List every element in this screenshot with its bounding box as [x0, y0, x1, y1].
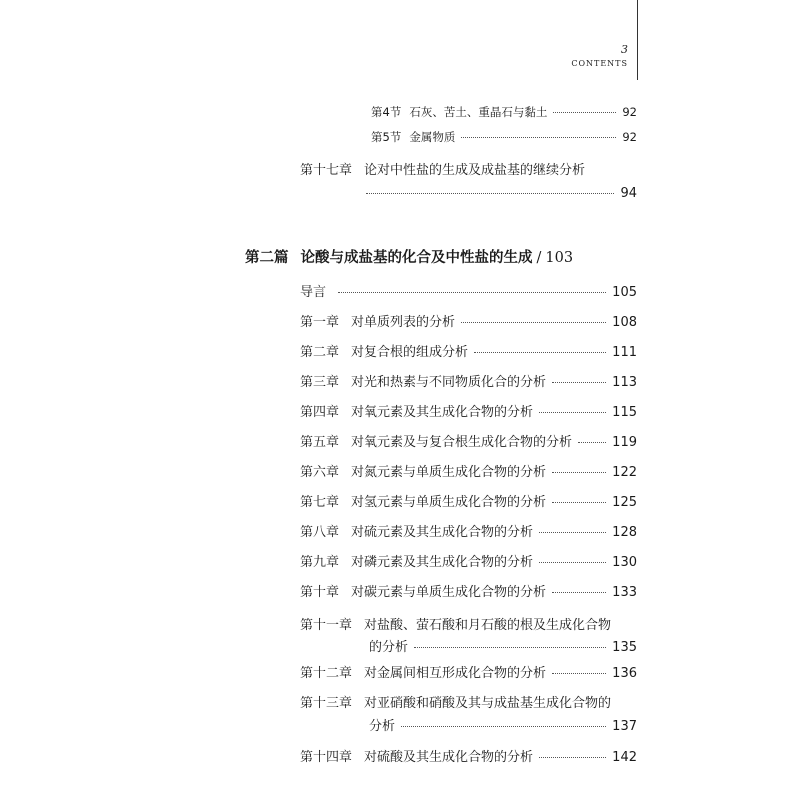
toc-entry-title: 金属物质 — [409, 130, 456, 144]
dot-leader — [552, 673, 606, 674]
toc-entry-chapter-14[interactable] — [300, 750, 637, 766]
toc-entry-title: 对碳元素与单质生成化合物的分析 — [351, 585, 547, 600]
toc-entry-chapter-6[interactable] — [300, 465, 637, 481]
toc-entry-chapter-2[interactable] — [300, 345, 637, 361]
part-heading[interactable] — [245, 246, 573, 267]
toc-entry-label: 第5节 — [371, 130, 402, 144]
toc-entry-label: 第三章 — [300, 375, 340, 390]
toc-entry-page: 130 — [612, 555, 637, 570]
toc-entry-chapter-11-continuation[interactable] — [369, 640, 637, 656]
toc-entry-chapter-1[interactable] — [300, 315, 637, 331]
toc-entry-label: 第十四章 — [300, 750, 353, 765]
dot-leader — [539, 532, 606, 533]
toc-entry-title: 对硫元素及其生成化合物的分析 — [351, 525, 534, 540]
toc-entry-page: 136 — [612, 666, 637, 681]
toc-entry-label: 第九章 — [300, 555, 340, 570]
toc-entry-page: 142 — [612, 750, 637, 765]
toc-entry-section-4[interactable] — [371, 104, 637, 120]
toc-entry-title: 对光和热素与不同物质化合的分析 — [351, 375, 547, 390]
dot-leader — [552, 382, 606, 383]
toc-entry-title: 石灰、苦土、重晶石与黏土 — [409, 105, 548, 119]
toc-entry-chapter-17-continuation[interactable] — [366, 186, 637, 202]
dot-leader — [578, 442, 606, 443]
dot-leader — [539, 412, 606, 413]
toc-entry-chapter-17[interactable] — [300, 163, 585, 179]
dot-leader — [461, 137, 616, 138]
toc-entry-title: 对金属间相互形成化合物的分析 — [364, 666, 547, 681]
toc-entry-title: 对硫酸及其生成化合物的分析 — [364, 750, 534, 765]
dot-leader — [366, 193, 614, 194]
toc-entry-title: 对磷元素及其生成化合物的分析 — [351, 555, 534, 570]
toc-entry-label: 第4节 — [371, 105, 402, 119]
dot-leader — [401, 726, 606, 727]
toc-entry-label: 第六章 — [300, 465, 340, 480]
toc-entry-chapter-5[interactable] — [300, 435, 637, 451]
toc-entry-page: 135 — [612, 640, 637, 655]
toc-entry-page: 113 — [612, 375, 637, 390]
toc-entry-page: 111 — [612, 345, 637, 360]
toc-entry-page: 119 — [612, 435, 637, 450]
toc-entry-label: 第四章 — [300, 405, 340, 420]
toc-entry-label: 第二章 — [300, 345, 340, 360]
toc-entry-label: 第一章 — [300, 315, 340, 330]
toc-entry-page: 115 — [612, 405, 637, 420]
header-vertical-rule — [637, 0, 638, 80]
toc-entry-page: 92 — [622, 130, 637, 144]
toc-entry-title: 对氧元素及与复合根生成化合物的分析 — [351, 435, 573, 450]
toc-entry-page: 92 — [622, 105, 637, 119]
dot-leader — [414, 647, 606, 648]
toc-entry-chapter-10[interactable] — [300, 585, 637, 601]
toc-entry-chapter-4[interactable] — [300, 405, 637, 421]
toc-entry-label: 第十三章 — [300, 696, 353, 711]
toc-entry-chapter-3[interactable] — [300, 375, 637, 391]
toc-entry-chapter-12[interactable] — [300, 666, 637, 682]
toc-entry-label: 第十章 — [300, 585, 340, 600]
toc-entry-introduction[interactable] — [300, 285, 637, 301]
toc-entry-section-5[interactable] — [371, 129, 637, 145]
toc-entry-page: 133 — [612, 585, 637, 600]
toc-entry-label: 第七章 — [300, 495, 340, 510]
toc-entry-title: 对氢元素与单质生成化合物的分析 — [351, 495, 547, 510]
toc-entry-title: 对亚硝酸和硝酸及其与成盐基生成化合物的 — [364, 696, 612, 711]
dot-leader — [338, 292, 606, 293]
toc-entry-page: 128 — [612, 525, 637, 540]
toc-entry-page: 137 — [612, 719, 637, 734]
toc-entry-chapter-11[interactable] — [300, 618, 611, 634]
toc-entry-page: 125 — [612, 495, 637, 510]
toc-entry-label: 第八章 — [300, 525, 340, 540]
toc-entry-title-continuation: 分析 — [369, 719, 396, 734]
toc-entry-title: 对氮元素与单质生成化合物的分析 — [351, 465, 547, 480]
toc-entry-title-continuation: 的分析 — [369, 640, 409, 655]
toc-entry-title: 对氧元素及其生成化合物的分析 — [351, 405, 534, 420]
toc-entry-title: 论对中性盐的生成及成盐基的继续分析 — [364, 163, 586, 178]
toc-entry-title: 对盐酸、萤石酸和月石酸的根及生成化合物 — [364, 618, 612, 633]
dot-leader — [474, 352, 606, 353]
dot-leader — [552, 502, 606, 503]
toc-entry-page: 105 — [612, 285, 637, 300]
dot-leader — [552, 472, 606, 473]
toc-entry-page: 122 — [612, 465, 637, 480]
part-title: 论酸与成盐基的化合及中性盐的生成 — [300, 249, 533, 266]
dot-leader — [539, 562, 606, 563]
part-separator: / — [536, 250, 542, 266]
toc-entry-label: 第五章 — [300, 435, 340, 450]
toc-entry-label: 第十一章 — [300, 618, 353, 633]
dot-leader — [552, 592, 606, 593]
dot-leader — [539, 757, 606, 758]
dot-leader — [553, 112, 616, 113]
toc-entry-chapter-7[interactable] — [300, 495, 637, 511]
toc-entry-label: 导言 — [300, 285, 327, 300]
toc-entry-title: 对单质列表的分析 — [351, 315, 456, 330]
toc-entry-chapter-13[interactable] — [300, 696, 611, 712]
toc-entry-chapter-13-continuation[interactable] — [369, 719, 637, 735]
toc-entry-chapter-9[interactable] — [300, 555, 637, 571]
toc-entry-page: 108 — [612, 315, 637, 330]
toc-entry-page: 94 — [620, 186, 637, 201]
toc-entry-title: 对复合根的组成分析 — [351, 345, 469, 360]
part-page: 103 — [545, 250, 574, 266]
running-head: CONTENTS — [571, 59, 628, 68]
toc-entry-label: 第十七章 — [300, 163, 353, 178]
dot-leader — [461, 322, 606, 323]
toc-entry-chapter-8[interactable] — [300, 525, 637, 541]
part-label: 第二篇 — [245, 249, 289, 266]
toc-entry-label: 第十二章 — [300, 666, 353, 681]
page-number: 3 — [621, 43, 628, 56]
